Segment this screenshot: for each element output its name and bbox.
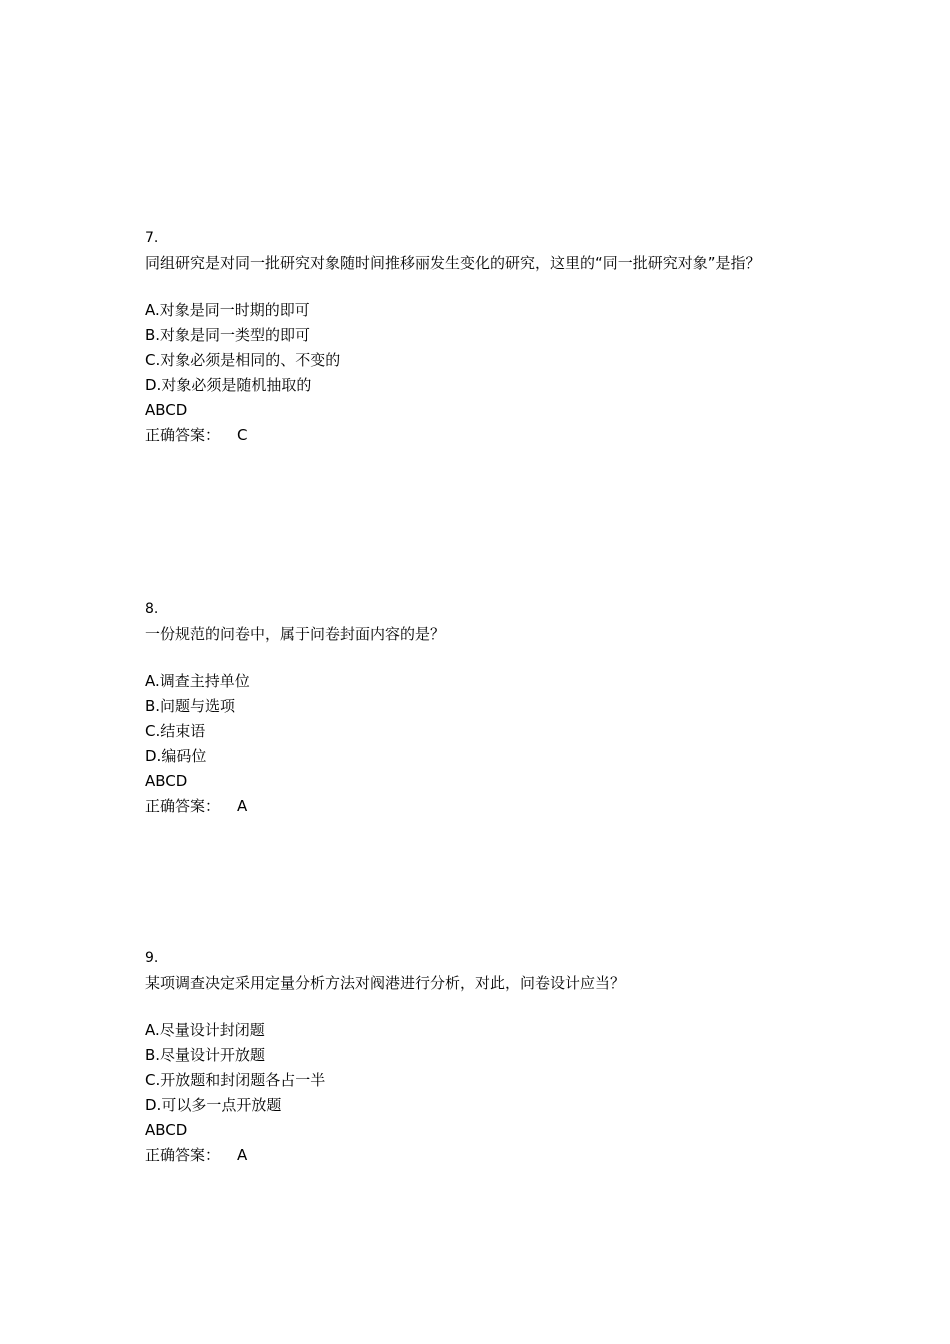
correct-answer-label: 正确答案：: [145, 797, 221, 815]
correct-answer-value: A: [237, 1146, 248, 1164]
option-d: D.对象必须是随机抽取的: [145, 376, 312, 394]
option-d: D.可以多一点开放题: [145, 1096, 282, 1114]
question-stem: 同组研究是对同一批研究对象随时间推移丽发生变化的研究，这里的“同一批研究对象”是指？: [145, 254, 761, 272]
question-number: 7.: [145, 230, 159, 246]
choice-letters: ABCD: [145, 772, 188, 790]
correct-answer: [145, 423, 815, 448]
correct-answer: [145, 794, 815, 819]
correct-answer-value: A: [237, 797, 248, 815]
option-c: C.对象必须是相同的、不变的: [145, 351, 341, 369]
question-number: 8.: [145, 601, 159, 617]
option-b: B.对象是同一类型的即可: [145, 326, 311, 344]
option-c: C.开放题和封闭题各占一半: [145, 1071, 326, 1089]
correct-answer-label: 正确答案：: [145, 426, 221, 444]
option-d: D.编码位: [145, 747, 207, 765]
choice-letters: ABCD: [145, 1121, 188, 1139]
option-a: A.尽量设计封闭题: [145, 1021, 265, 1039]
question-7: [145, 226, 815, 448]
question-number: 9.: [145, 950, 159, 966]
question-stem: 某项调查决定采用定量分析方法对阀港进行分析，对此，问卷设计应当？: [145, 974, 626, 992]
question-8: [145, 597, 815, 819]
correct-answer: [145, 1143, 815, 1168]
correct-answer-value: C: [237, 426, 248, 444]
choice-letters: ABCD: [145, 401, 188, 419]
option-c: C.结束语: [145, 722, 206, 740]
question-stem: 一份规范的问卷中，属于问卷封面内容的是？: [145, 625, 446, 643]
question-9: [145, 946, 815, 1168]
option-a: A.调查主持单位: [145, 672, 250, 690]
option-b: B.尽量设计开放题: [145, 1046, 266, 1064]
option-a: A.对象是同一时期的即可: [145, 301, 310, 319]
option-b: B.问题与选项: [145, 697, 236, 715]
correct-answer-label: 正确答案：: [145, 1146, 221, 1164]
